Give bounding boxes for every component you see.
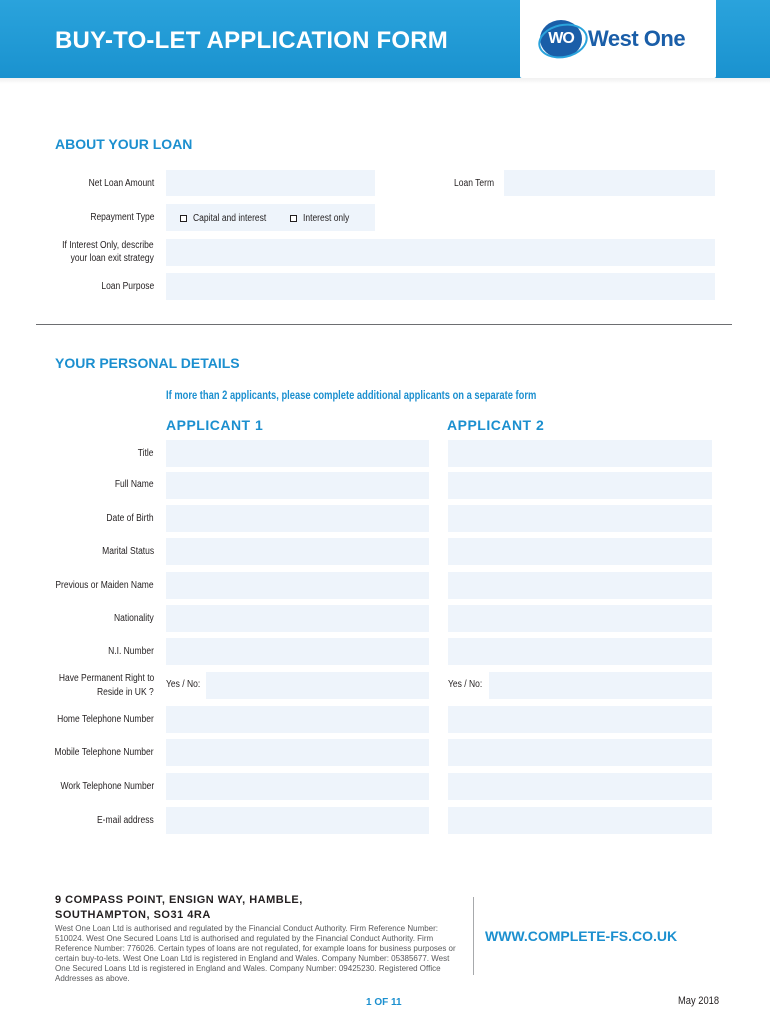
applicant-2-nationality-field[interactable] bbox=[448, 605, 712, 632]
applicant-1-mobile-telephone-field[interactable] bbox=[166, 739, 429, 766]
repayment-type-label: Repayment Type bbox=[89, 212, 154, 223]
applicant-2-yes-no-label: Yes / No: bbox=[448, 679, 483, 690]
loan-term-field[interactable] bbox=[504, 170, 715, 196]
full-name-label: Full Name bbox=[115, 479, 154, 490]
exit-strategy-label-2: your loan exit strategy bbox=[70, 253, 154, 264]
applicant-2-work-telephone-field[interactable] bbox=[448, 773, 712, 800]
marital-status-label: Marital Status bbox=[102, 546, 154, 557]
date-of-birth-label: Date of Birth bbox=[106, 513, 154, 524]
net-loan-amount-field[interactable] bbox=[166, 170, 375, 196]
applicant-1-nationality-field[interactable] bbox=[166, 605, 429, 632]
home-telephone-label: Home Telephone Number bbox=[57, 714, 154, 725]
applicant-1-full-name-field[interactable] bbox=[166, 472, 429, 499]
footer-divider bbox=[473, 897, 474, 975]
work-telephone-label: Work Telephone Number bbox=[60, 781, 154, 792]
applicant-2-mobile-telephone-field[interactable] bbox=[448, 739, 712, 766]
address-line-2: SOUTHAMPTON, SO31 4RA bbox=[55, 909, 211, 921]
page-number: 1 OF 11 bbox=[366, 997, 402, 1008]
applicant-2-home-telephone-field[interactable] bbox=[448, 706, 712, 733]
applicant-1-title-field[interactable] bbox=[166, 440, 429, 467]
form-date: May 2018 bbox=[678, 995, 720, 1007]
applicant-2-full-name-field[interactable] bbox=[448, 472, 712, 499]
email-label: E-mail address bbox=[97, 815, 154, 826]
personal-details-heading: YOUR PERSONAL DETAILS bbox=[55, 355, 240, 371]
loan-purpose-field[interactable] bbox=[166, 273, 715, 300]
residence-label-1: Have Permanent Right to bbox=[58, 673, 154, 684]
ni-number-label: N.I. Number bbox=[108, 646, 154, 657]
logo bbox=[520, 0, 716, 78]
address bbox=[55, 893, 303, 923]
applicant-2-residence-field[interactable] bbox=[489, 672, 712, 699]
applicant-1-marital-status-field[interactable] bbox=[166, 538, 429, 565]
applicant-1-maiden-name-field[interactable] bbox=[166, 572, 429, 599]
title-label: Title bbox=[138, 448, 154, 459]
residence-label-2: Reside in UK ? bbox=[97, 687, 154, 698]
repayment-option-interest-only[interactable] bbox=[290, 213, 357, 224]
mobile-telephone-label: Mobile Telephone Number bbox=[54, 747, 154, 758]
loan-purpose-label: Loan Purpose bbox=[101, 281, 154, 292]
exit-strategy-label-1: If Interest Only, describe bbox=[62, 240, 154, 251]
capital-interest-label: Capital and interest bbox=[193, 213, 267, 224]
form-title: BUY-TO-LET APPLICATION FORM bbox=[55, 27, 448, 54]
applicant-2-marital-status-field[interactable] bbox=[448, 538, 712, 565]
about-loan-heading: ABOUT YOUR LOAN bbox=[55, 136, 193, 152]
interest-only-label: Interest only bbox=[303, 213, 350, 224]
logo-text: West One bbox=[588, 26, 686, 51]
website-link[interactable]: WWW.COMPLETE-FS.CO.UK bbox=[485, 928, 678, 944]
interest-only-checkbox[interactable] bbox=[290, 215, 297, 222]
applicant-1-ni-number-field[interactable] bbox=[166, 638, 429, 665]
loan-term-label: Loan Term bbox=[453, 178, 494, 189]
applicant-2-maiden-name-field[interactable] bbox=[448, 572, 712, 599]
applicant-1-work-telephone-field[interactable] bbox=[166, 773, 429, 800]
applicant-1-residence-field[interactable] bbox=[206, 672, 429, 699]
applicant-2-email-field[interactable] bbox=[448, 807, 712, 834]
nationality-label: Nationality bbox=[114, 613, 154, 624]
applicant-1-dob-field[interactable] bbox=[166, 505, 429, 532]
applicant-1-heading: APPLICANT 1 bbox=[166, 417, 264, 433]
applicant-1-email-field[interactable] bbox=[166, 807, 429, 834]
net-loan-amount-label: Net Loan Amount bbox=[88, 178, 154, 189]
applicant-1-yes-no-label: Yes / No: bbox=[166, 679, 201, 690]
header-banner bbox=[0, 0, 770, 78]
exit-strategy-field[interactable] bbox=[166, 239, 715, 266]
capital-interest-checkbox[interactable] bbox=[180, 215, 187, 222]
west-one-logo-icon: WO bbox=[540, 20, 582, 58]
repayment-type-field bbox=[166, 204, 375, 231]
applicant-2-title-field[interactable] bbox=[448, 440, 712, 467]
maiden-name-label: Previous or Maiden Name bbox=[55, 580, 154, 591]
applicant-2-heading: APPLICANT 2 bbox=[447, 417, 545, 433]
applicant-2-dob-field[interactable] bbox=[448, 505, 712, 532]
applicant-1-home-telephone-field[interactable] bbox=[166, 706, 429, 733]
section-divider bbox=[36, 324, 732, 325]
address-line-1: 9 COMPASS POINT, ENSIGN WAY, HAMBLE, bbox=[55, 894, 303, 906]
applicants-note: If more than 2 applicants, please complete additional applicants on a separate form bbox=[166, 388, 537, 402]
applicant-2-ni-number-field[interactable] bbox=[448, 638, 712, 665]
repayment-option-capital[interactable] bbox=[180, 213, 279, 224]
legal-text: West One Loan Ltd is authorised and regulated by the Financial Conduct Authority. Firm Reference Number: 510024. West One Secured Loans Ltd is authorised and regulated by the Financial Conduct Authority. Firm Reference Number: 776026. Certain types of loans are not regulated, for example loans for business purposes or certain buy-to-lets. West One Loan Ltd is registered in England and Wales. Company Number: 05385677. West One Secured Loans Ltd is registered in England and Wales. Company Number: 09425230. Registered Office Addresses as above. bbox=[55, 924, 456, 983]
